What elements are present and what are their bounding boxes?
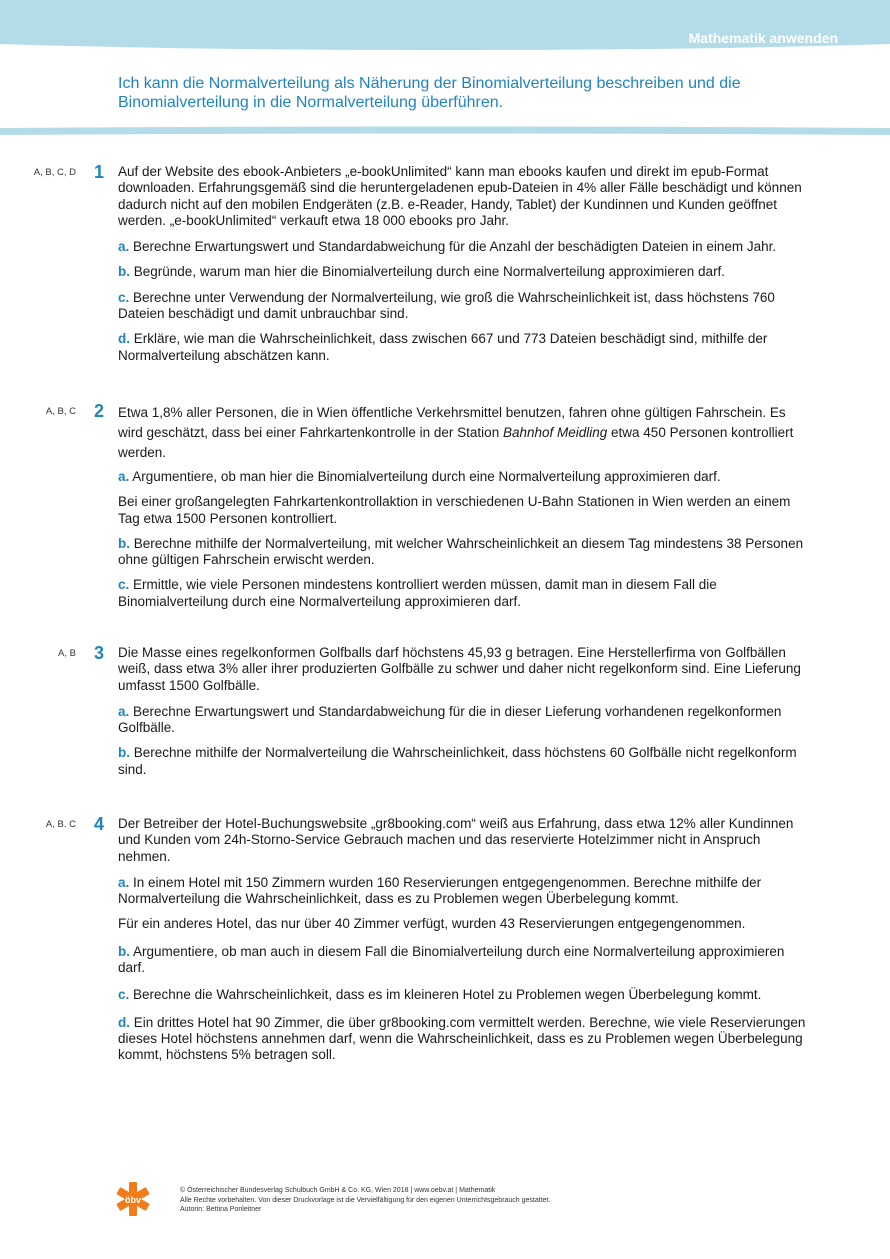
part-letter: d. — [118, 1014, 130, 1030]
footer-copyright — [180, 1186, 700, 1215]
logo-text: öbv — [124, 1195, 142, 1205]
task-part-c — [118, 290, 810, 323]
part-text: Berechne Erwartungswert und Standardabweichung für die in dieser Lieferung vorhandenen regelkonformen Golfbälle. — [118, 703, 782, 736]
part-text: Berechne Erwartungswert und Standardabweichung für die Anzahl der beschädigten Dateien in einem Jahr. — [133, 239, 777, 255]
part-letter: a. — [118, 469, 130, 484]
task-part-b — [118, 944, 810, 977]
task-number: 3 — [94, 643, 105, 663]
task-part-d — [118, 331, 810, 364]
part-text: Berechne mithilfe der Normalverteilung die Wahrscheinlichkeit, dass höchstens 60 Golfbälle nicht regelkonform sind. — [118, 745, 797, 777]
task-number: 2 — [94, 401, 105, 421]
footer-line-2: Alle Rechte vorbehalten. Von dieser Druckvorlage ist die Vervielfältigung für den eigenen Unterrichtsgebrauch gestattet. — [180, 1196, 551, 1204]
section-label: Mathematik anwenden — [688, 30, 838, 46]
part-letter: b. — [118, 264, 130, 280]
footer-line-3: Autorin: Bettina Ponleitner — [180, 1206, 262, 1213]
task-intro: Die Masse eines regelkonformen Golfballs darf höchstens 45,93 g betragen. Eine Herstellerfirma von Golfbällen weiß, dass etwa 3% aller ihrer produzierten Golfbälle zu schwer und daher nicht regelkonform sind. Eine Lieferung umfasst 1500 Golfbälle. — [118, 645, 801, 693]
part-text: Begründe, warum man hier die Binomialverteilung durch eine Normalverteilung approximieren darf. — [133, 264, 726, 280]
task-intro: Der Betreiber der Hotel-Buchungswebsite „gr8booking.com“ weiß aus Erfahrung, dass etwa 12% aller Kundinnen und Kunden vom 24h-Storno-Service Gebrauch machen und das reservierte Hotelzimmer nicht in Anspruch nehmen. — [118, 816, 794, 864]
part-text: Erkläre, wie man die Wahrscheinlichkeit, dass zwischen 667 und 773 Dateien beschädigt sind, mithilfe der Normalverteilung abschätzen kann. — [118, 331, 768, 363]
task-context: Bei einer großangelegten Fahrkartenkontrollaktion in verschiedenen U-Bahn Stationen in Wien werden an einem Tag etwa 1500 Personen kontrolliert. — [118, 494, 791, 526]
part-letter: c. — [118, 289, 130, 305]
task-part-c — [118, 577, 810, 610]
part-text: Berechne unter Verwendung der Normalverteilung, wie groß die Wahrscheinlichkeit ist, dass höchstens 760 Dateien beschädigt und damit unbrauchbar sind. — [118, 289, 775, 322]
task-tags: A, B, C, D — [33, 167, 76, 178]
task-body — [118, 403, 810, 473]
part-letter: b. — [118, 943, 130, 959]
task-context: Für ein anderes Hotel, das nur über 40 Zimmer verfügt, wurden 43 Reservierungen entgegengenommen. — [118, 916, 746, 932]
footer-line-1: © Österreichischer Bundesverlag Schulbuch GmbH & Co. KG, Wien 2018 | www.oebv.at | Mathematik — [180, 1187, 496, 1194]
task-intro: Auf der Website des ebook-Anbieters „e-bookUnlimited“ kann man ebooks kaufen und direkt im epub-Format downloaden. Erfahrungsgemäß sind die heruntergeladenen epub-Dateien in 4% aller Fälle beschädigt und können dadurch nicht auf den mobilen Endgeräten (z.B. e-Reader, Handy, Tablet) der Kundinnen und Kunden geöffnet werden. „e-bookUnlimited“ verkauft etwa 18 000 ebooks pro Jahr. — [118, 164, 802, 228]
task-part-c — [118, 987, 810, 1003]
part-letter: d. — [118, 331, 130, 347]
part-letter: a. — [118, 703, 130, 719]
task-part-a — [118, 704, 810, 737]
task-part-b — [118, 536, 810, 569]
task-tags: A, B, C — [45, 406, 76, 417]
task-tags: A, B. C — [45, 819, 76, 830]
task-part-a — [118, 239, 810, 255]
learning-goal: Ich kann die Normalverteilung als Näherung der Binomialverteilung beschreiben und die Binomialverteilung in die Normalverteilung überführen. — [118, 75, 741, 111]
goal-divider — [0, 126, 890, 136]
task-part-b — [118, 264, 810, 280]
part-text: In einem Hotel mit 150 Zimmern wurden 160 Reservierungen entgegengenommen. Berechne mithilfe der Normalverteilung die Wahrscheinlichkeit, dass es zu Problemen wegen Überbelegung kommt. — [118, 874, 762, 907]
task-body — [118, 816, 810, 1073]
task-intro — [118, 403, 810, 463]
part-letter: c. — [118, 987, 130, 1003]
task-part-a — [118, 469, 810, 485]
part-letter: a. — [118, 239, 130, 255]
task-body-continued — [118, 469, 810, 619]
task-part-b — [118, 745, 810, 778]
part-text: Berechne die Wahrscheinlichkeit, dass es im kleineren Hotel zu Problemen wegen Überbelegung kommt. — [133, 987, 762, 1003]
task-body — [118, 164, 810, 373]
part-letter: b. — [118, 535, 130, 551]
part-text: Berechne mithilfe der Normalverteilung, mit welcher Wahrscheinlichkeit an diesem Tag mindestens 38 Personen ohne gültigen Fahrschein erwischt werden. — [118, 535, 804, 568]
task-body — [118, 645, 810, 787]
part-text: Argumentiere, ob man auch in diesem Fall die Binomialverteilung durch eine Normalverteilung approximieren darf. — [118, 943, 785, 976]
task-number: 1 — [94, 162, 105, 182]
part-letter: b. — [118, 745, 130, 761]
intro-text: etwa 450 Personen kontrolliert werden. — [118, 425, 794, 460]
part-letter: a. — [118, 874, 130, 890]
task-part-a — [118, 875, 810, 908]
oebv-logo[interactable] — [116, 1182, 150, 1216]
part-text: Argumentiere, ob man hier die Binomialverteilung durch eine Normalverteilung approximieren darf. — [132, 469, 721, 484]
intro-text: Etwa 1,8% aller Personen, die in Wien öffentliche Verkehrsmittel benutzen, fahren ohne gültigen Fahrschein. Es wird geschätzt, dass bei einer Fahrkartenkontrolle in der Station — [118, 405, 786, 440]
station-name: Bahnhof Meidling — [502, 425, 608, 440]
part-text: Ein drittes Hotel hat 90 Zimmer, die über gr8booking.com vermittelt werden. Berechne, wie viele Reservierungen dieses Hotel höchstens annehmen darf, wenn die Wahrscheinlichkeit, dass es zu Problemen wegen Überbelegung kommt, höchstens 5% betragen soll. — [118, 1014, 806, 1063]
task-part-d — [118, 1015, 810, 1064]
task-number: 4 — [94, 814, 105, 834]
part-letter: c. — [118, 577, 130, 593]
part-text: Ermittle, wie viele Personen mindestens kontrolliert werden müssen, damit man in diesem Fall die Binomialverteilung durch eine Normalverteilung approximieren darf. — [118, 577, 717, 609]
task-tags: A, B — [58, 648, 76, 659]
